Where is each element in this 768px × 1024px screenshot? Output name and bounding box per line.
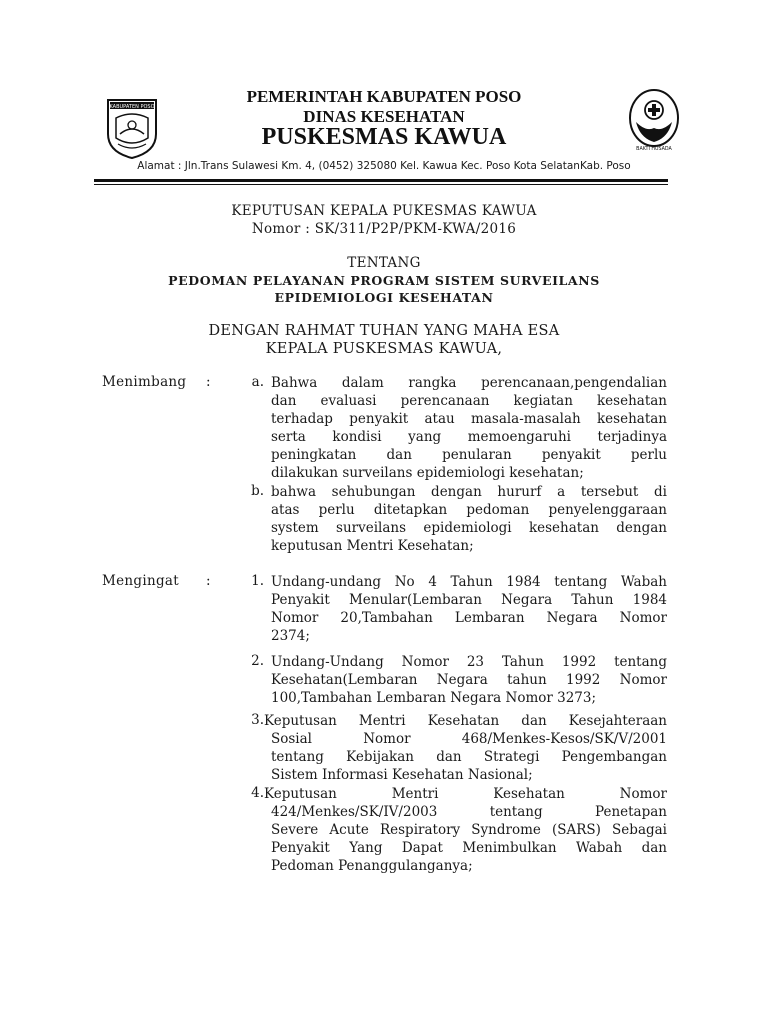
text-line: Sistem Informasi Kesehatan Nasional; <box>271 767 533 783</box>
item-text <box>271 374 667 464</box>
text-line: Keputusan Mentri Kesehatan Nomor <box>264 786 667 802</box>
letterhead-puskesmas: PUSKESMAS KAWUA <box>261 124 507 150</box>
letterhead-government: PEMERINTAH KABUPATEN POSO <box>246 87 522 106</box>
text-line: Severe Acute Respiratory Syndrome (SARS) Sebagai <box>271 822 667 838</box>
letterhead-address: Alamat : Jln.Trans Sulawesi Km. 4, (0452) 325080 Kel. Kawua Kec. Poso Kota SelatanKab. Poso <box>137 160 631 172</box>
item-text <box>271 730 667 766</box>
text-line: atas perlu ditetapkan pedoman penyelenggaraan <box>271 502 667 518</box>
text-line: system surveilans epidemiologi kesehatan dengan <box>271 520 667 536</box>
text-line: Penyakit Menular(Lembaran Negara Tahun 1984 <box>271 592 667 608</box>
letterhead-divider-thin <box>94 184 668 185</box>
mengingat-label: Mengingat <box>102 573 179 589</box>
text-line: Keputusan Mentri Kesehatan dan Kesejahteraan <box>264 713 667 729</box>
text-line: Penyakit Yang Dapat Menimbulkan Wabah dan <box>271 840 667 856</box>
menimbang-colon: : <box>206 374 211 390</box>
text-line: Pedoman Penanggulanganya; <box>271 858 473 874</box>
text-line: serta kondisi yang memoengaruhi terjadinya <box>271 429 667 445</box>
item-text <box>271 483 667 537</box>
decree-subject-line1: PEDOMAN PELAYANAN PROGRAM SISTEM SURVEILANS <box>168 273 600 288</box>
item-text-last <box>271 464 667 482</box>
text-line: dilakukan surveilans epidemiologi kesehatan; <box>271 465 584 481</box>
decree-number: Nomor : SK/311/P2P/PKM-KWA/2016 <box>251 221 517 237</box>
item-text-first <box>264 712 667 730</box>
decree-blessing: DENGAN RAHMAT TUHAN YANG MAHA ESA <box>208 323 560 339</box>
text-line: Kesehatan(Lembaran Negara tahun 1992 Nomor <box>271 672 667 688</box>
item-marker: 2. <box>251 653 264 669</box>
text-line: peningkatan dan penularan penyakit perlu <box>271 447 667 463</box>
text-line: 100,Tambahan Lembaran Negara Nomor 3273; <box>271 690 597 706</box>
bakti-husada-logo <box>626 88 682 152</box>
text-line: Bahwa dalam rangka perencanaan,pengendalian <box>271 375 667 391</box>
text-line: Undang-undang No 4 Tahun 1984 tentang Wabah <box>271 574 667 590</box>
decree-about: TENTANG <box>347 255 421 271</box>
mengingat-colon: : <box>206 573 211 589</box>
item-text-last <box>271 766 667 784</box>
decree-title: KEPUTUSAN KEPALA PUKESMAS KAWUA <box>231 203 537 219</box>
decree-official: KEPALA PUSKESMAS KAWUA, <box>265 341 503 357</box>
text-line: terhadap penyakit atau masala-masalah kesehatan <box>271 411 667 427</box>
item-text <box>271 803 667 857</box>
item-text-last <box>271 689 667 707</box>
text-line: tentang Kebijakan dan Strategi Pengembangan <box>271 749 667 765</box>
item-marker: a. <box>251 374 264 390</box>
text-line: 424/Menkes/SK/IV/2003 tentang Penetapan <box>271 804 667 820</box>
item-text-last <box>271 537 667 555</box>
text-line: Undang-Undang Nomor 23 Tahun 1992 tentang <box>271 654 667 670</box>
text-line: dan evaluasi perencanaan kegiatan kesehatan <box>271 393 667 409</box>
item-text-last <box>271 627 667 645</box>
decree-subject-line2: EPIDEMIOLOGI KESEHATAN <box>274 290 494 305</box>
letterhead-department: DINAS KESEHATAN <box>303 107 465 126</box>
item-text-first <box>264 785 667 803</box>
text-line: Sosial Nomor 468/Menkes-Kesos/SK/V/2001 <box>271 731 667 747</box>
text-line: 2374; <box>271 628 310 644</box>
text-line: Nomor 20,Tambahan Lembaran Negara Nomor <box>271 610 667 626</box>
item-marker: 4. <box>251 785 264 801</box>
logo-left-caption: KABUPATEN POSO <box>109 104 155 110</box>
text-line: bahwa sehubungan dengan hururf a tersebut di <box>271 484 667 500</box>
item-text-last <box>271 857 667 875</box>
item-text <box>271 573 667 627</box>
item-marker: 3. <box>251 712 264 728</box>
menimbang-label: Menimbang <box>102 374 187 390</box>
item-text <box>271 653 667 689</box>
item-marker: b. <box>251 483 264 499</box>
item-marker: 1. <box>251 573 264 589</box>
text-line: keputusan Mentri Kesehatan; <box>271 538 474 554</box>
logo-right-caption: BAKTI HUSADA <box>636 147 672 152</box>
letterhead-divider-thick <box>94 179 668 182</box>
